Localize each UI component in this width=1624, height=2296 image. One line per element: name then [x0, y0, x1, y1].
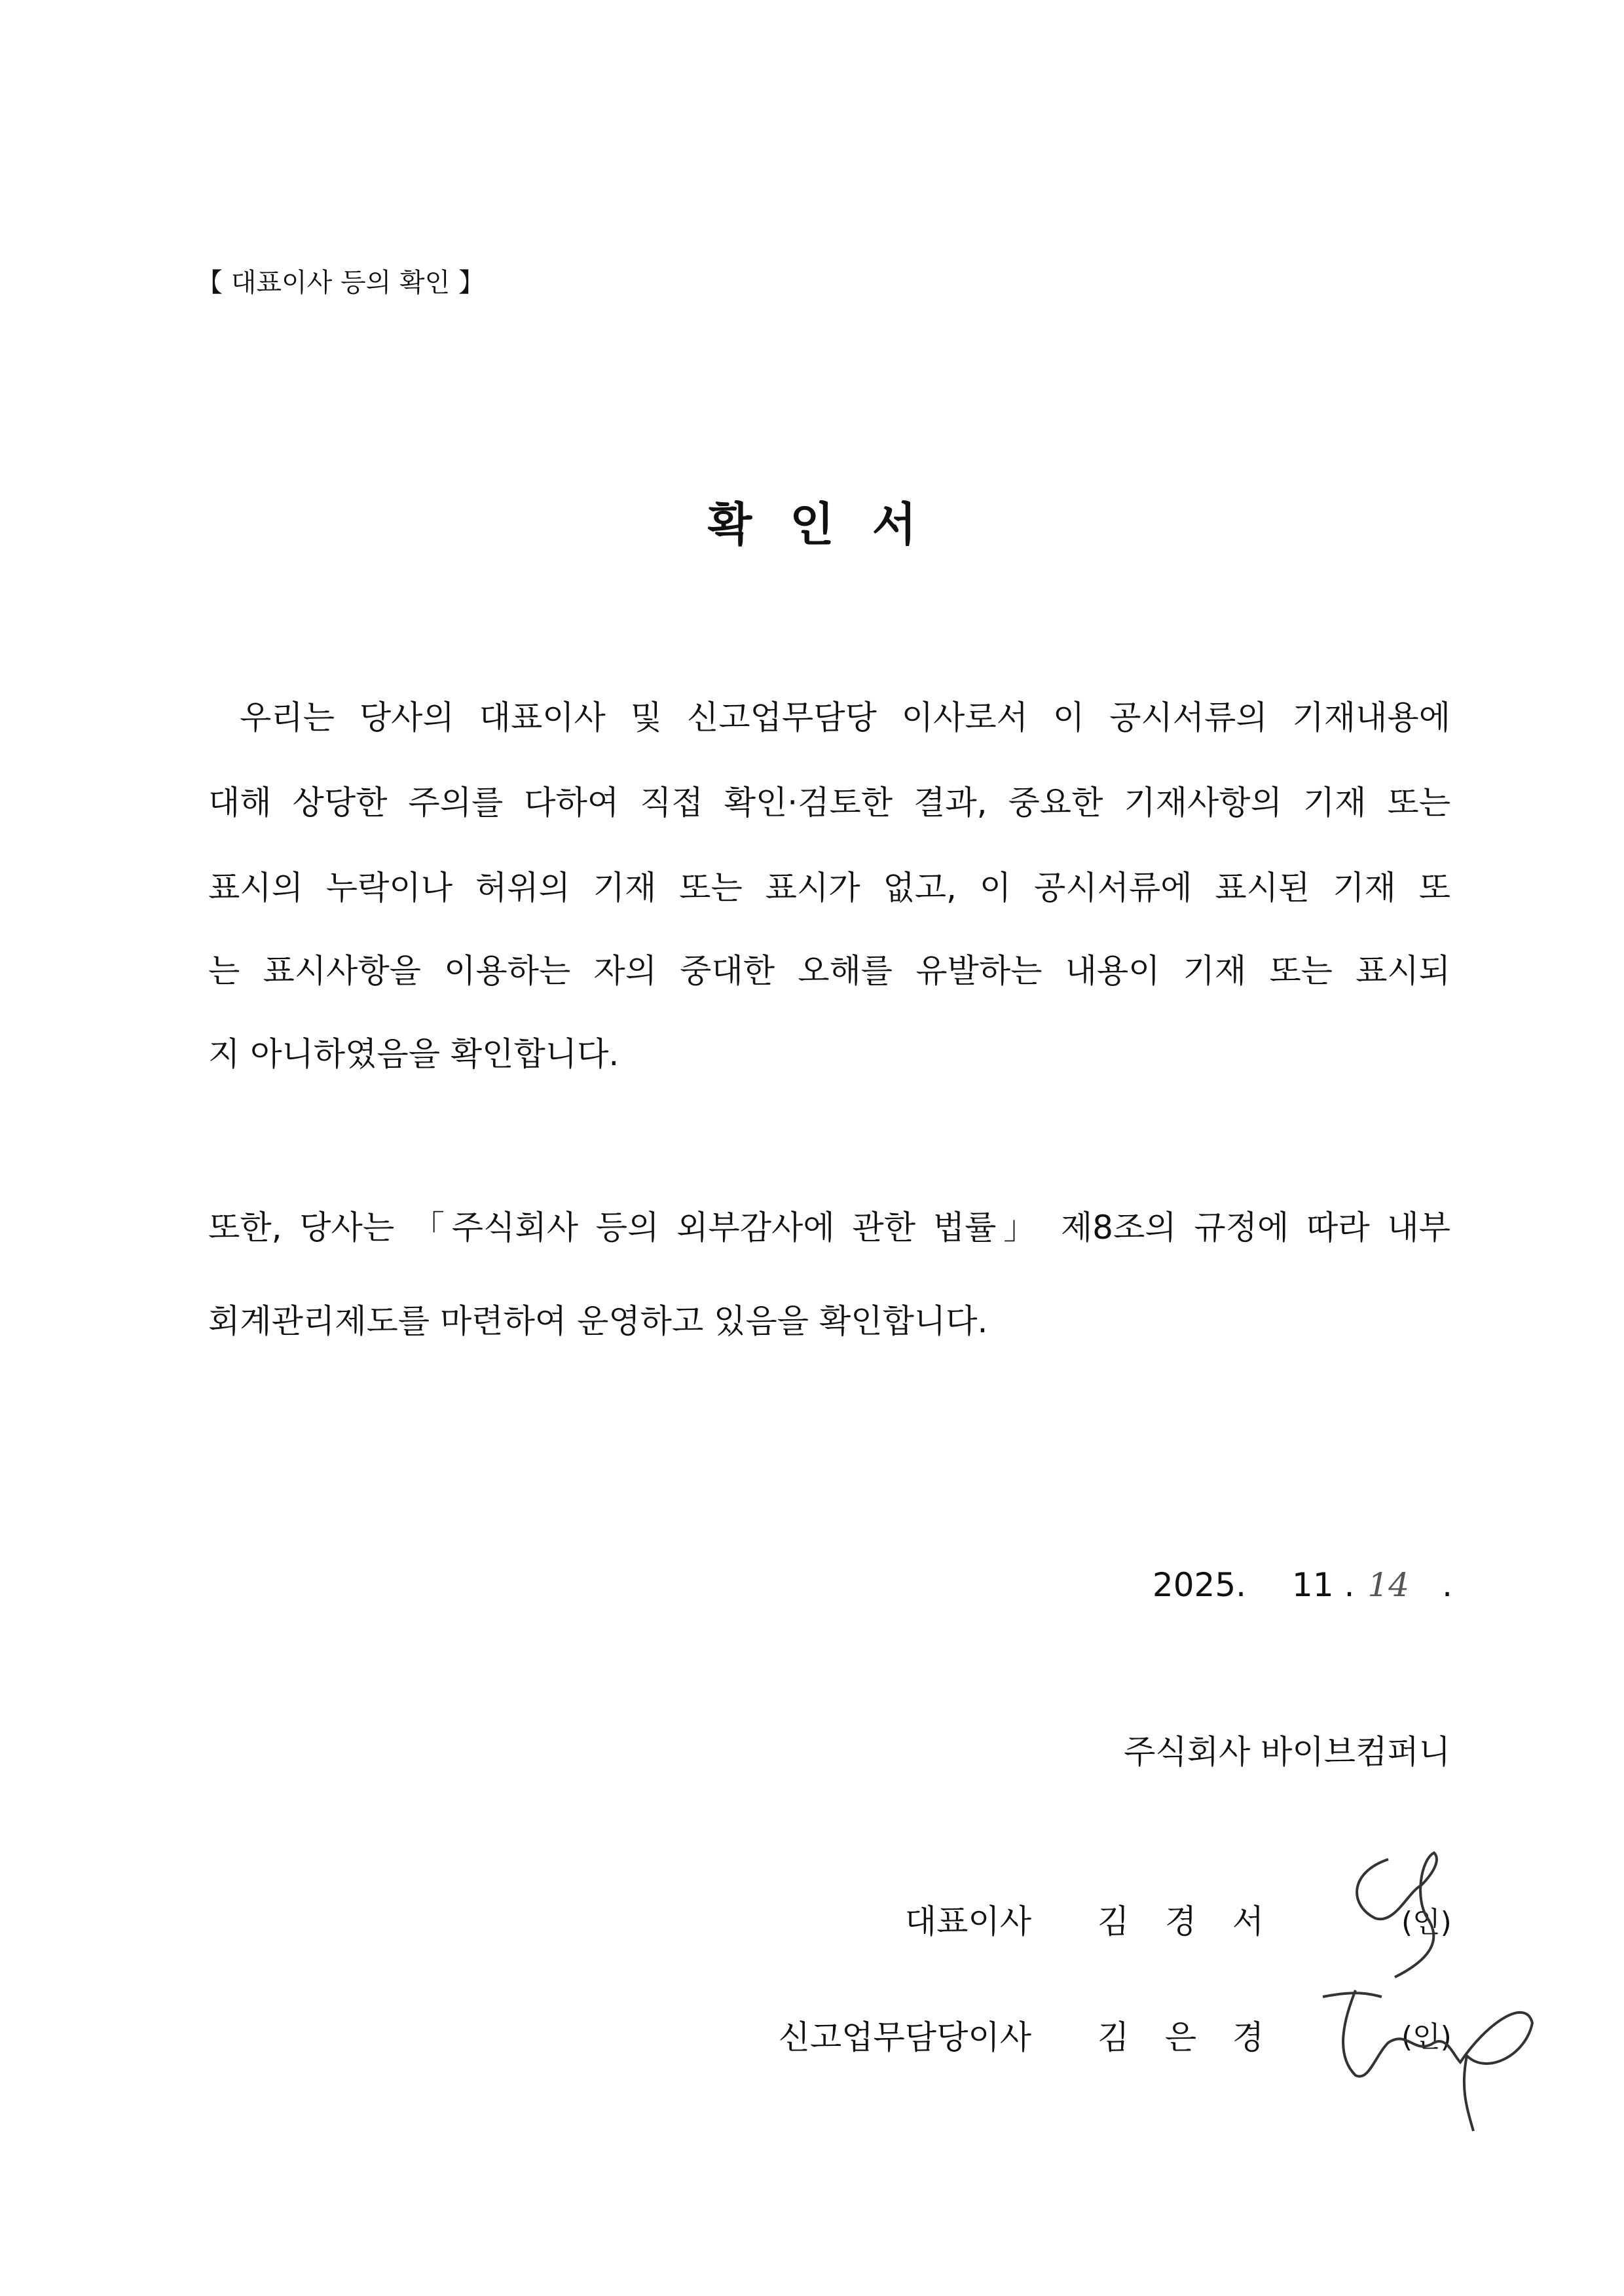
paragraph-line: 지 아니하였음을 확인합니다. [208, 1035, 619, 1073]
document-date [1153, 1566, 1452, 1604]
date-month: 11 . [1292, 1566, 1355, 1604]
name-char: 은 [1164, 2018, 1197, 2056]
company-name: 주식회사 바이브컴퍼니 [1124, 1733, 1450, 1771]
date-day-handwritten: 14 [1367, 1566, 1410, 1604]
name-char: 경 [1164, 1903, 1197, 1941]
paragraph-line: 는 표시사항을 이용하는 자의 중대한 오해를 유발하는 내용이 기재 또는 표시되 [208, 952, 1450, 990]
paragraph-line: 대해 상당한 주의를 다하여 직접 확인·검토한 결과, 중요한 기재사항의 기재 또는 [208, 784, 1450, 822]
name-char: 김 [1098, 1903, 1130, 1941]
paragraph-line: 표시의 누락이나 허위의 기재 또는 표시가 없고, 이 공시서류에 표시된 기재 또 [208, 869, 1450, 907]
seal-mark: (인) [1401, 2020, 1452, 2054]
seal-mark: (인) [1401, 1906, 1452, 1939]
document-header: 【 대표이사 등의 확인 】 [196, 268, 485, 298]
document-title: 확인서 [707, 498, 955, 551]
signature-ceo [1336, 1846, 1493, 2003]
name-char: 서 [1232, 1903, 1264, 1941]
name-char: 경 [1232, 2018, 1264, 2056]
signatory-name [1098, 2011, 1264, 2058]
signatory-role: 신고업무담당이사 [778, 2018, 1031, 2056]
paragraph-line: 우리는 당사의 대표이사 및 신고업무담당 이사로서 이 공시서류의 기재내용에 [240, 699, 1450, 737]
paragraph-line: 또한, 당사는 「주식회사 등의 외부감사에 관한 법률」 제8조의 규정에 따라 내부 [208, 1209, 1450, 1247]
signature-disclosure-officer [1316, 1984, 1552, 2134]
signatory-name [1098, 1895, 1264, 1942]
paragraph-line: 회계관리제도를 마련하여 운영하고 있음을 확인합니다. [208, 1302, 988, 1340]
date-end: . [1442, 1566, 1452, 1604]
name-char: 김 [1098, 2018, 1130, 2056]
signatory-role: 대표이사 [904, 1903, 1031, 1941]
date-year: 2025. [1152, 1566, 1247, 1604]
